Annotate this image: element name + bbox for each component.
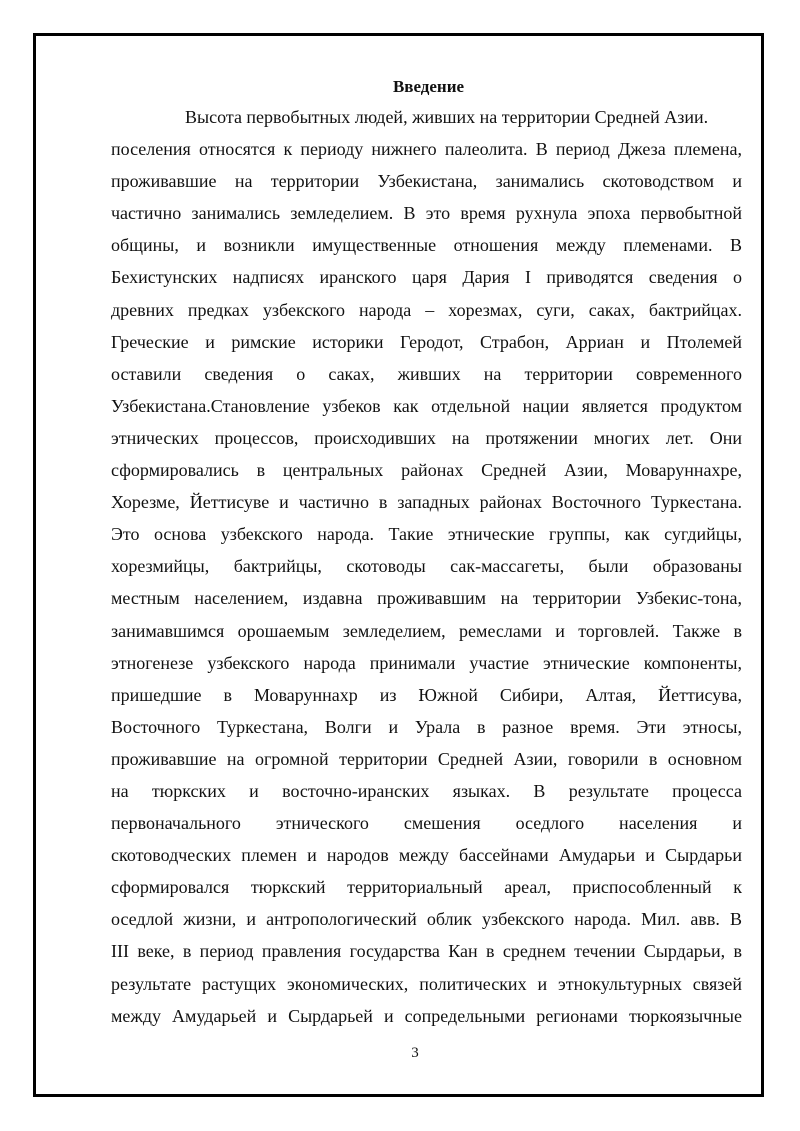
text-line: древних предках узбекского народа – хорезмах, суги, саках, бактрийцах. [111, 299, 742, 320]
text-line: занимавшимся орошаемым земледелием, ремеслами и торговлей. Также в [111, 620, 742, 641]
text-line: Восточного Туркестана, Волги и Урала в разное время. Эти этносы, [111, 716, 742, 737]
text-line: на тюркских и восточно-иранских языках. В результате процесса [111, 780, 742, 801]
text-line: Греческие и римские историки Геродот, Страбон, Арриан и Птолемей [111, 331, 742, 352]
document-title: Введение [392, 77, 465, 96]
text-line: Хорезме, Йеттисуве и частично в западных районах Восточного Туркестана. [111, 492, 742, 513]
text-line: этнических процессов, происходивших на протяжении многих лет. Они [111, 427, 742, 448]
text-line: сформировались в центральных районах Средней Азии, Моваруннахре, [111, 460, 742, 481]
text-line: общины, и возникли имущественные отношения между племенами. В [111, 235, 742, 256]
text-line: проживавшие на территории Узбекистана, занимались скотоводством и [111, 171, 742, 192]
text-line: первоначального этнического смешения оседлого населения и [111, 813, 742, 834]
text-line: хорезмийцы, бактрийцы, скотоводы сак-массагеты, были образованы [111, 556, 742, 577]
text-line: этногенезе узбекского народа принимали участие этнические компоненты, [111, 652, 742, 673]
text-line: сформировался тюркский территориальный ареал, приспособленный к [111, 877, 742, 898]
text-line: Это основа узбекского народа. Такие этнические группы, как сугдийцы, [111, 524, 742, 545]
text-line: пришедшие в Моваруннахр из Южной Сибири, Алтая, Йеттисува, [111, 684, 742, 705]
text-line: между Амударьей и Сырдарьей и сопредельными регионами тюркоязычные [111, 1005, 742, 1026]
text-line: местным населением, издавна проживавшим на территории Узбекис-тона, [111, 588, 742, 609]
body-paragraph [111, 101, 742, 1032]
text-line: поселения относятся к периоду нижнего палеолита. В период Джеза племена, [111, 139, 742, 160]
text-line: Узбекистана.Становление узбеков как отдельной нации является продуктом [111, 395, 742, 416]
text-line: скотоводческих племен и народов между бассейнами Амударьи и Сырдарьи [111, 845, 742, 866]
text-line: оставили сведения о саках, живших на территории современного [111, 363, 742, 384]
text-line: частично занимались земледелием. В это время рухнула эпоха первобытной [111, 203, 742, 224]
document-body [111, 73, 742, 1032]
text-line: III веке, в период правления государства Кан в среднем течении Сырдарьи, в [111, 941, 742, 962]
text-line: Высота первобытных людей, живших на территории Средней Азии. [185, 107, 709, 127]
text-line: Бехистунских надписях иранского царя Дария I приводятся сведения о [111, 267, 742, 288]
text-line: результате растущих экономических, политических и этнокультурных связей [111, 973, 742, 994]
text-line: проживавшие на огромной территории Средней Азии, говорили в основном [111, 748, 742, 769]
page-number: 3 [411, 1045, 419, 1061]
text-line: оседлой жизни, и антропологический облик узбекского народа. Мил. авв. В [111, 909, 742, 930]
